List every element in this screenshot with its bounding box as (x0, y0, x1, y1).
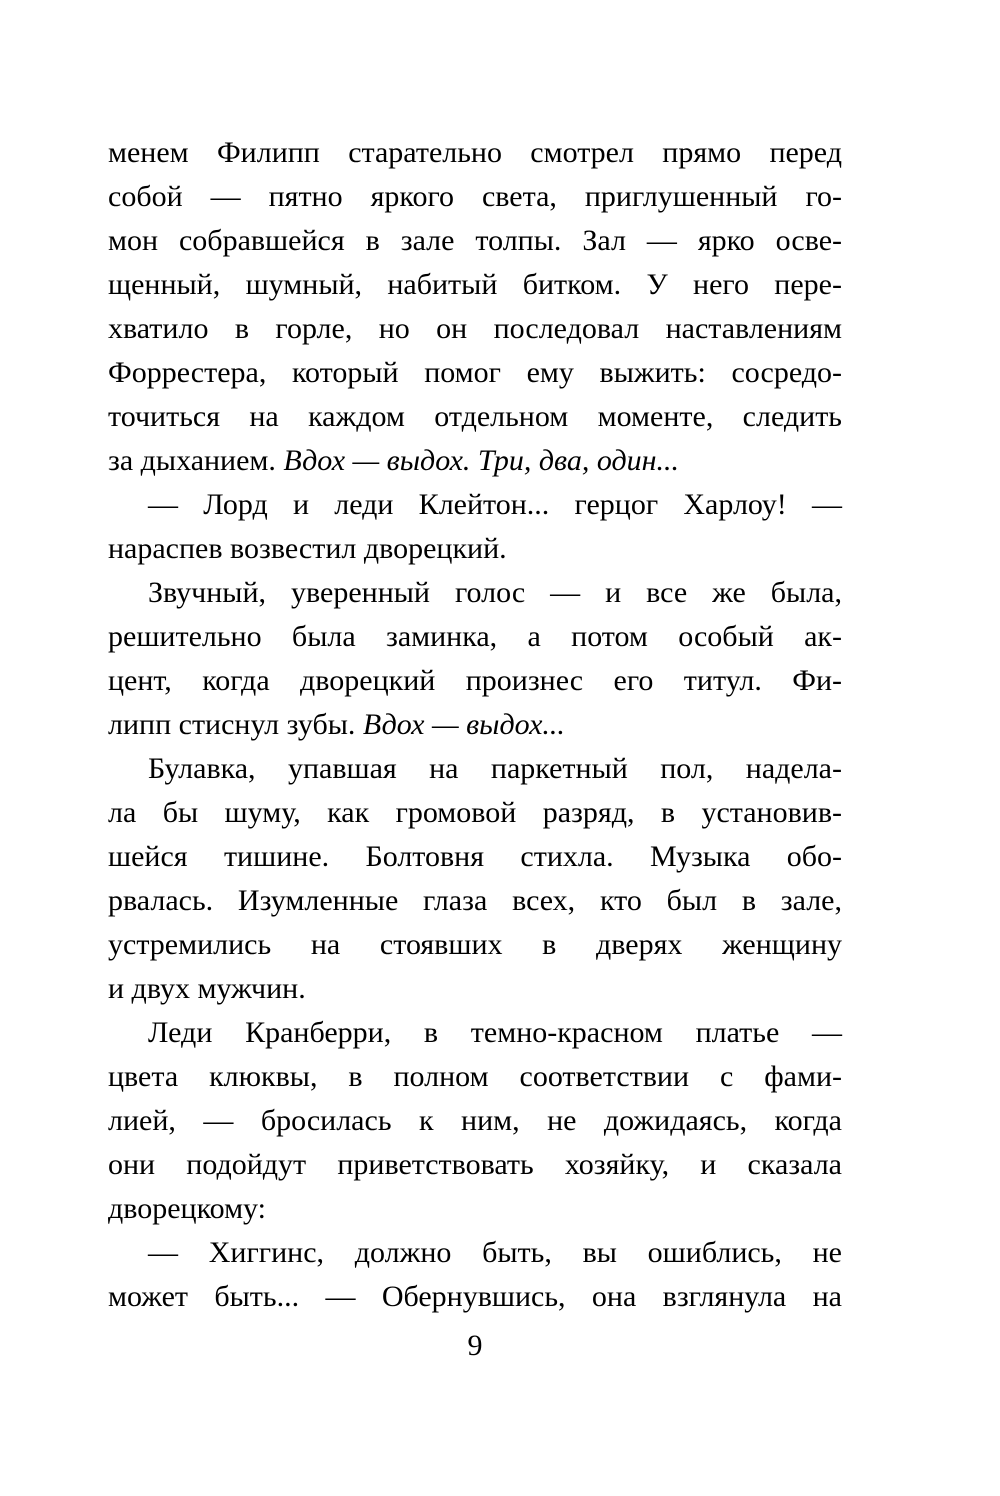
text-line (108, 923, 842, 967)
text-line (108, 615, 842, 659)
italic-text-segment: Вдох — выдох... (362, 708, 565, 741)
text-line (108, 1187, 842, 1231)
text-line (108, 1011, 842, 1055)
text-segment: за дыханием. (108, 444, 284, 477)
text-segment: и двух мужчин. (108, 972, 306, 1005)
text-line (108, 131, 842, 175)
text-block (108, 131, 842, 1319)
text-segment: лией, — бросилась к ним, не дожидаясь, когда (108, 1104, 842, 1137)
paragraph (108, 131, 842, 483)
text-line (108, 659, 842, 703)
text-line (108, 527, 842, 571)
text-line (108, 395, 842, 439)
text-segment: менем Филипп старательно смотрел прямо перед (108, 136, 842, 169)
text-line (108, 1143, 842, 1187)
text-segment: рвалась. Изумленные глаза всех, кто был в зале, (108, 884, 842, 917)
text-line (108, 483, 842, 527)
paragraph (108, 1231, 842, 1319)
text-segment: хватило в горле, но он последовал наставлениям (108, 312, 842, 345)
text-line (108, 1275, 842, 1319)
text-line (108, 703, 842, 747)
text-segment: они подойдут приветствовать хозяйку, и сказала (108, 1148, 842, 1181)
text-line (108, 439, 842, 483)
text-segment: Звучный, уверенный голос — и все же была, (148, 576, 842, 609)
italic-text-segment: Вдох — выдох. Три, два, один... (283, 444, 680, 477)
text-line (108, 175, 842, 219)
text-line (108, 791, 842, 835)
text-segment: липп стиснул зубы. (108, 708, 363, 741)
text-segment: нараспев возвестил дворецкий. (108, 532, 507, 565)
text-segment: точиться на каждом отдельном моменте, следить (108, 400, 842, 433)
text-segment: решительно была заминка, а потом особый ак- (108, 620, 842, 653)
text-segment: Булавка, упавшая на паркетный пол, надела- (148, 752, 842, 785)
text-line (108, 1099, 842, 1143)
text-line (108, 879, 842, 923)
text-segment: дворецкому: (108, 1192, 266, 1225)
text-segment: шейся тишине. Болтовня стихла. Музыка обо- (108, 840, 842, 873)
paragraph (108, 1011, 842, 1231)
text-segment: мон собравшейся в зале толпы. Зал — ярко осве- (108, 224, 842, 257)
text-line (108, 1231, 842, 1275)
text-line (108, 307, 842, 351)
text-segment: цвета клюквы, в полном соответствии с фами- (108, 1060, 842, 1093)
text-line (108, 571, 842, 615)
text-segment: Леди Кранберри, в темно-красном платье — (148, 1016, 842, 1049)
text-line (108, 219, 842, 263)
text-segment: собой — пятно яркого света, приглушенный го- (108, 180, 842, 213)
text-segment: — Хиггинс, должно быть, вы ошиблись, не (148, 1236, 842, 1269)
text-segment: щенный, шумный, набитый битком. У него пере- (108, 268, 842, 301)
text-line (108, 351, 842, 395)
text-line (108, 835, 842, 879)
page-number: 9 (467, 1329, 483, 1362)
text-segment: устремились на стоявших в дверях женщину (108, 928, 842, 961)
text-line (108, 263, 842, 307)
text-line (108, 967, 842, 1011)
text-segment: может быть... — Обернувшись, она взглянула на (108, 1280, 842, 1313)
paragraph (108, 747, 842, 1011)
paragraph (108, 483, 842, 571)
text-line (108, 747, 842, 791)
paragraph (108, 571, 842, 747)
text-line (108, 1055, 842, 1099)
text-segment: — Лорд и леди Клейтон... герцог Харлоу! — (148, 488, 842, 521)
text-segment: Форрестера, который помог ему выжить: сосредо- (108, 356, 842, 389)
text-segment: ла бы шуму, как громовой разряд, в установив- (108, 796, 842, 829)
text-segment: цент, когда дворецкий произнес его титул. Фи- (108, 664, 842, 697)
